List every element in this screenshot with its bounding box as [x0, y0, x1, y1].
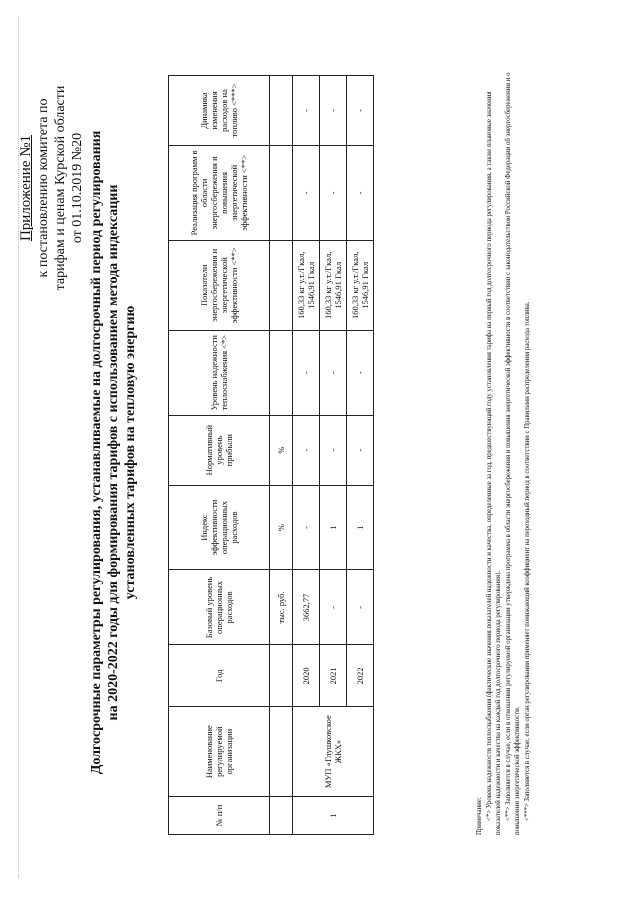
appendix-line-2: к постановлению комитета по — [36, 98, 51, 278]
units-row — [270, 76, 293, 835]
appendix-number: Приложение №1 — [18, 134, 34, 242]
cell-program: - — [320, 145, 347, 240]
cell-reliability: - — [320, 330, 347, 415]
header-num: № п/п — [169, 797, 270, 835]
parameters-table — [168, 75, 374, 835]
cell-year: 2022 — [347, 645, 374, 707]
title-line-1: Долгосрочные параметры регулирования, устанавливаемые на долгосрочный период регулирования — [89, 130, 104, 775]
header-org: Наименование регулируемой организации — [169, 707, 270, 797]
header-base: Базовый уровень операционных расходов — [169, 570, 270, 645]
cell-energy: 160,33 кг у.т./Гкал, 1546,91 Гкал — [293, 240, 320, 330]
cell-base: 3662,77 — [293, 570, 320, 645]
units-base: тыс. руб. — [270, 570, 293, 645]
units-cell — [270, 240, 293, 330]
table-header-row — [169, 76, 270, 835]
cell-reliability: - — [347, 330, 374, 415]
row-num: 1 — [293, 797, 374, 835]
document-title — [88, 80, 139, 825]
units-profit: % — [270, 415, 293, 485]
title-line-3: установленных тарифов на тепловую энергию — [123, 305, 138, 600]
cell-energy: 160,33 кг у.т./Гкал, 1546,91 Гкал — [347, 240, 374, 330]
cell-base: - — [347, 570, 374, 645]
header-profit: Нормативный уровень прибыли — [169, 415, 270, 485]
cell-index: - — [293, 485, 320, 570]
cell-year: 2021 — [320, 645, 347, 707]
cell-energy: 160,33 кг у.т./Гкал, 1546,91 Гкал — [320, 240, 347, 330]
header-program: Реализация программ в области энергосбережения и повышения энергетической эффективности <**> — [169, 145, 270, 240]
appendix-block — [18, 28, 86, 348]
appendix-line-3: тарифам и ценам Курской области — [53, 85, 68, 291]
cell-base: - — [320, 570, 347, 645]
units-index: % — [270, 485, 293, 570]
cell-fuel: - — [320, 76, 347, 146]
header-reliability: Уровень надежности теплоснабжения <*> — [169, 330, 270, 415]
header-year: Год — [169, 645, 270, 707]
cell-fuel: - — [293, 76, 320, 146]
header-energy: Показатели энергосбережения и энергетической эффективности <**> — [169, 240, 270, 330]
note-3: <***> Заполняется в случае, если орган регулирования применяет понижающий коэффициент на переходный период в соответствии с Правилами распределения расхода топлива. — [524, 301, 531, 821]
appendix-line-4: от 01.10.2019 №20 — [70, 132, 85, 244]
cell-index: 1 — [320, 485, 347, 570]
cell-profit: - — [347, 415, 374, 485]
cell-reliability: - — [293, 330, 320, 415]
units-cell — [270, 797, 293, 835]
note-2: <**> Заполняется в случае, если в отношении регулируемой организации утверждена программа в области энергосбережения и повышения энергетической эффективности в соответствии с законодательством Российской Федерации об энергосбережении и о повышении энергетической эффективности. — [505, 72, 521, 835]
note-1: <*> Уровень надежности теплоснабжения (фактические значения показателей надежности и качества, определенные за год, предшествующий году установления тарифа на первый год долгосрочного периода регулирования, а также плановые значения показателей надежности и качества на каждый год долгосрочного периода регулирования). — [486, 91, 502, 835]
units-cell — [270, 330, 293, 415]
org-name: МУП «Глушковское ЖКХ» — [293, 707, 374, 797]
cell-year: 2020 — [293, 645, 320, 707]
cell-index: 1 — [347, 485, 374, 570]
cell-profit: - — [320, 415, 347, 485]
cell-program: - — [347, 145, 374, 240]
header-fuel: Динамика изменения расходов на топливо <***> — [169, 76, 270, 146]
units-cell — [270, 145, 293, 240]
header-index: Индекс эффективности операционных расходов — [169, 485, 270, 570]
cell-fuel: - — [347, 76, 374, 146]
units-cell — [270, 645, 293, 707]
units-cell — [270, 76, 293, 146]
title-line-2: на 2020-2022 годы для формирования тарифов с использованием метода индексации — [106, 184, 121, 721]
notes-heading: Примечание: — [476, 797, 483, 835]
cell-profit: - — [293, 415, 320, 485]
notes-block — [475, 65, 533, 835]
table-row — [293, 76, 320, 835]
units-cell — [270, 707, 293, 797]
cell-program: - — [293, 145, 320, 240]
